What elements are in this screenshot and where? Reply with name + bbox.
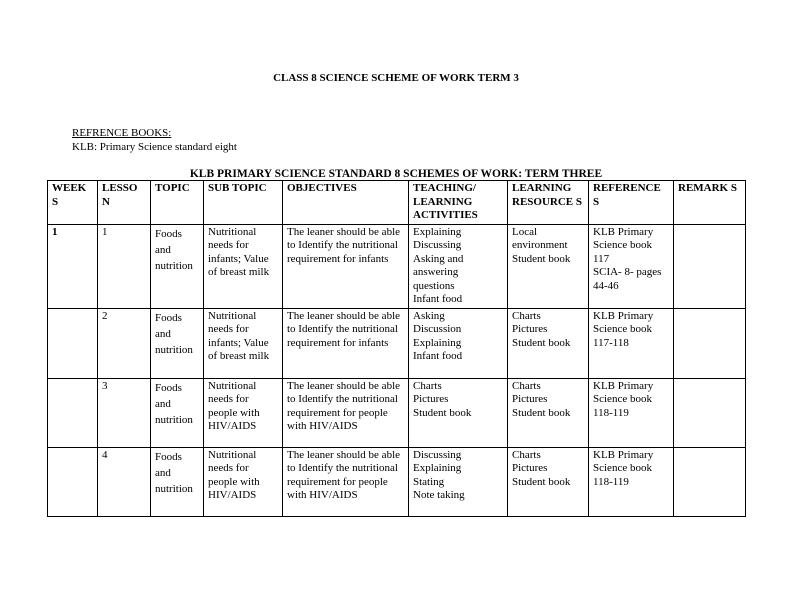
activity-line: Infant food	[413, 293, 463, 305]
reference-line: Science book	[593, 393, 652, 405]
reference-line: KLB Primary	[593, 379, 654, 392]
cell-sub-topic: Nutritional needs for people with HIV/AIDS	[204, 447, 283, 516]
cell-resources	[508, 308, 589, 378]
reference-line: Science book	[593, 462, 652, 474]
cell-resources	[508, 224, 589, 308]
cell-remarks	[674, 447, 746, 516]
cell-activities	[409, 378, 508, 447]
cell-topic: Foods and nutrition	[151, 378, 204, 447]
header-sub-topic: SUB TOPIC	[204, 181, 283, 225]
cell-topic: Foods and nutrition	[151, 447, 204, 516]
activity-line: Discussing	[413, 448, 462, 461]
resource-line: environment	[512, 239, 568, 251]
resource-line: Student book	[512, 336, 571, 349]
cell-resources	[508, 447, 589, 516]
resource-line: Charts	[512, 379, 541, 392]
reference-line: KLB Primary	[593, 309, 654, 322]
cell-references	[589, 224, 674, 308]
reference-line: 118-119	[593, 406, 629, 419]
reference-line: KLB Primary	[593, 448, 654, 461]
reference-line: Science book	[593, 239, 652, 251]
activity-line: Explaining	[413, 225, 462, 238]
cell-sub-topic: Nutritional needs for infants; Value of breast milk	[204, 224, 283, 308]
resource-line: Pictures	[512, 393, 548, 405]
cell-references	[589, 378, 674, 447]
table-row	[48, 447, 746, 516]
cell-objectives: The leaner should be able to Identify the nutritional requirement for people with HIV/AIDS	[283, 447, 409, 516]
reference-line: KLB Primary	[593, 225, 654, 238]
resource-line: Charts	[512, 309, 541, 322]
activity-line: Explaining	[413, 462, 462, 474]
cell-activities	[409, 447, 508, 516]
activity-line: Pictures	[413, 393, 449, 405]
resource-line: Charts	[512, 448, 541, 461]
cell-lesson: 1	[98, 224, 151, 308]
cell-sub-topic: Nutritional needs for infants; Value of breast milk	[204, 308, 283, 378]
cell-activities	[409, 308, 508, 378]
activity-line: Stating	[413, 475, 445, 488]
activity-line: Charts	[413, 379, 442, 392]
activity-line: Asking and	[413, 252, 464, 265]
resource-line: Local	[512, 225, 538, 238]
cell-week	[48, 447, 98, 516]
cell-objectives: The leaner should be able to Identify the nutritional requirement for infants	[283, 308, 409, 378]
cell-remarks	[674, 308, 746, 378]
activity-line: Asking	[413, 309, 445, 322]
header-activities: TEACHING/ LEARNING ACTIVITIES	[409, 181, 508, 225]
table-row	[48, 378, 746, 447]
cell-resources	[508, 378, 589, 447]
header-remarks: REMARK S	[674, 181, 746, 225]
activity-line: Explaining	[413, 336, 462, 349]
cell-topic: Foods and nutrition	[151, 224, 204, 308]
document-title: CLASS 8 SCIENCE SCHEME OF WORK TERM 3	[273, 72, 519, 84]
cell-objectives: The leaner should be able to Identify the nutritional requirement for people with HIV/AIDS	[283, 378, 409, 447]
scheme-of-work-table	[47, 180, 746, 517]
cell-remarks	[674, 378, 746, 447]
cell-remarks	[674, 224, 746, 308]
cell-topic: Foods and nutrition	[151, 308, 204, 378]
resource-line: Student book	[512, 475, 571, 488]
resource-line: Pictures	[512, 462, 548, 474]
cell-lesson: 2	[98, 308, 151, 378]
reference-line: 117	[593, 252, 610, 265]
activity-line: Discussing	[413, 239, 462, 251]
activity-line: answering	[413, 266, 459, 278]
header-resources: LEARNING RESOURCE S	[508, 181, 589, 225]
activity-line: questions	[413, 279, 455, 292]
cell-lesson: 4	[98, 447, 151, 516]
cell-objectives: The leaner should be able to Identify the nutritional requirement for infants	[283, 224, 409, 308]
activity-line: Discussion	[413, 323, 462, 335]
reference-line: Science book	[593, 323, 652, 335]
reference-line: SCIA- 8- pages	[593, 266, 662, 278]
table-title: KLB PRIMARY SCIENCE STANDARD 8 SCHEMES OF WORK: TERM THREE	[189, 168, 603, 180]
cell-lesson: 3	[98, 378, 151, 447]
references-line: KLB: Primary Science standard eight	[72, 141, 237, 153]
table-row	[48, 308, 746, 378]
activity-line: Infant food	[413, 350, 463, 362]
header-objectives: OBJECTIVES	[283, 181, 409, 225]
reference-line: 117-118	[593, 336, 629, 349]
cell-references	[589, 308, 674, 378]
header-lesson: LESSO N	[98, 181, 151, 225]
header-references: REFERENCE S	[589, 181, 674, 225]
reference-line: 44-46	[593, 279, 619, 292]
cell-sub-topic: Nutritional needs for people with HIV/AIDS	[204, 378, 283, 447]
cell-week	[48, 378, 98, 447]
cell-week: 1	[48, 224, 98, 308]
references-heading: REFRENCE BOOKS:	[72, 127, 172, 139]
table-row	[48, 224, 746, 308]
header-topic: TOPIC	[151, 181, 204, 225]
activity-line: Note taking	[413, 489, 465, 501]
header-weeks: WEEK S	[48, 181, 98, 225]
cell-activities	[409, 224, 508, 308]
resource-line: Student book	[512, 252, 571, 265]
table-header-row	[48, 181, 746, 225]
reference-line: 118-119	[593, 475, 629, 488]
activity-line: Student book	[413, 406, 472, 419]
resource-line: Student book	[512, 406, 571, 419]
cell-week	[48, 308, 98, 378]
cell-references	[589, 447, 674, 516]
resource-line: Pictures	[512, 323, 548, 335]
